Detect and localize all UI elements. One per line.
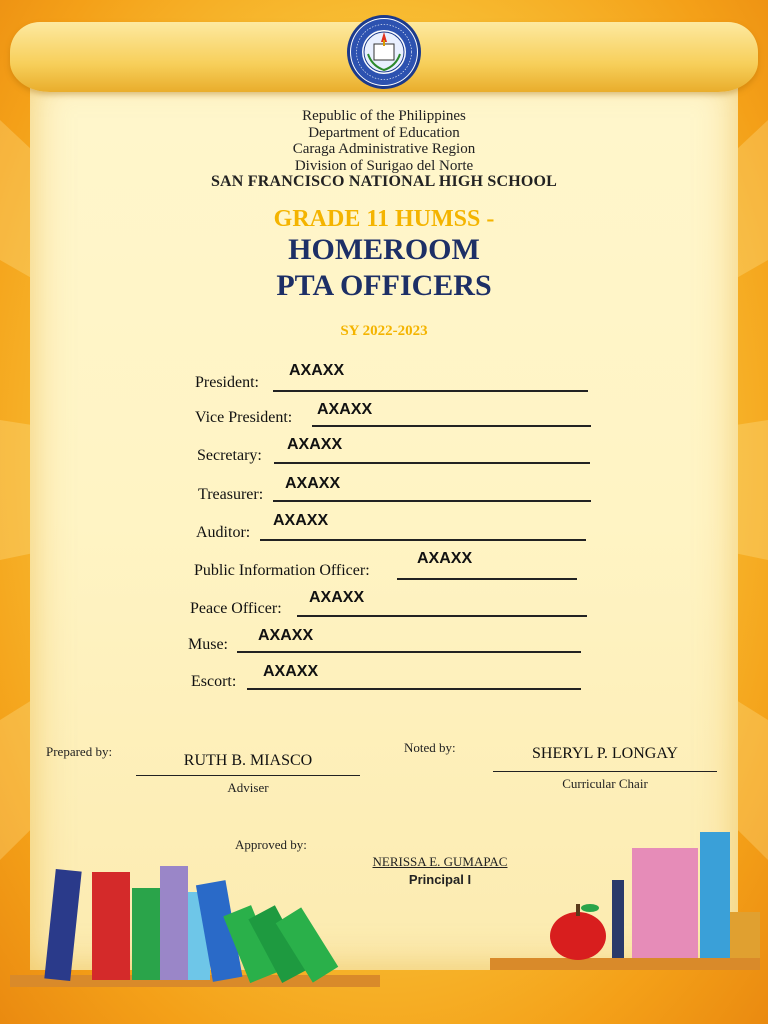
- officer-label: Peace Officer:: [190, 600, 282, 617]
- officer-label: Secretary:: [197, 447, 262, 464]
- officer-value: AXAXX: [273, 512, 329, 529]
- department-line: Department of Education: [308, 124, 460, 141]
- republic-line: Republic of the Philippines: [302, 108, 466, 124]
- officer-value: AXAXX: [285, 475, 341, 492]
- school-year: SY 2022-2023: [340, 323, 428, 339]
- apple-icon: [550, 904, 606, 960]
- grade-heading: GRADE 11 HUMSS -: [273, 206, 495, 232]
- officer-value: AXAXX: [258, 627, 314, 644]
- school-name: SAN FRANCISCO NATIONAL HIGH SCHOOL: [210, 173, 558, 190]
- officer-value: AXAXX: [317, 401, 373, 418]
- division-line: Division of Surigao del Norte: [294, 157, 474, 174]
- officer-label: Treasurer:: [198, 486, 264, 503]
- approved-by-label: Approved by:: [235, 837, 307, 852]
- officer-label: Escort:: [191, 673, 237, 690]
- officer-value: AXAXX: [309, 589, 365, 606]
- prepared-by-title: Adviser: [227, 780, 269, 795]
- officer-value: AXAXX: [417, 550, 473, 567]
- officer-label: Muse:: [188, 636, 228, 653]
- officer-value: AXAXX: [263, 663, 319, 680]
- right-books-icon: [612, 832, 760, 958]
- officer-label: Auditor:: [196, 524, 251, 541]
- approved-by-name: NERISSA E. GUMAPAC: [372, 854, 508, 869]
- right-shelf: [490, 958, 760, 970]
- officer-value: AXAXX: [289, 362, 345, 379]
- officer-label: Public Information Officer:: [194, 562, 370, 579]
- officer-value: AXAXX: [287, 436, 343, 453]
- prepared-by-label: Prepared by:: [46, 744, 113, 759]
- title-homeroom: HOMEROOM: [288, 233, 480, 266]
- officer-label: Vice President:: [195, 409, 293, 426]
- left-books-icon: [44, 866, 338, 983]
- noted-by-title: Curricular Chair: [562, 776, 648, 791]
- prepared-by-name: RUTH B. MIASCO: [183, 752, 313, 769]
- region-line: Caraga Administrative Region: [292, 141, 476, 157]
- noted-by-name: SHERYL P. LONGAY: [532, 745, 678, 762]
- approved-by-title: Principal I: [408, 872, 472, 887]
- title-pta-officers: PTA OFFICERS: [276, 269, 492, 302]
- officer-label: President:: [195, 374, 259, 391]
- noted-by-label: Noted by:: [404, 740, 456, 755]
